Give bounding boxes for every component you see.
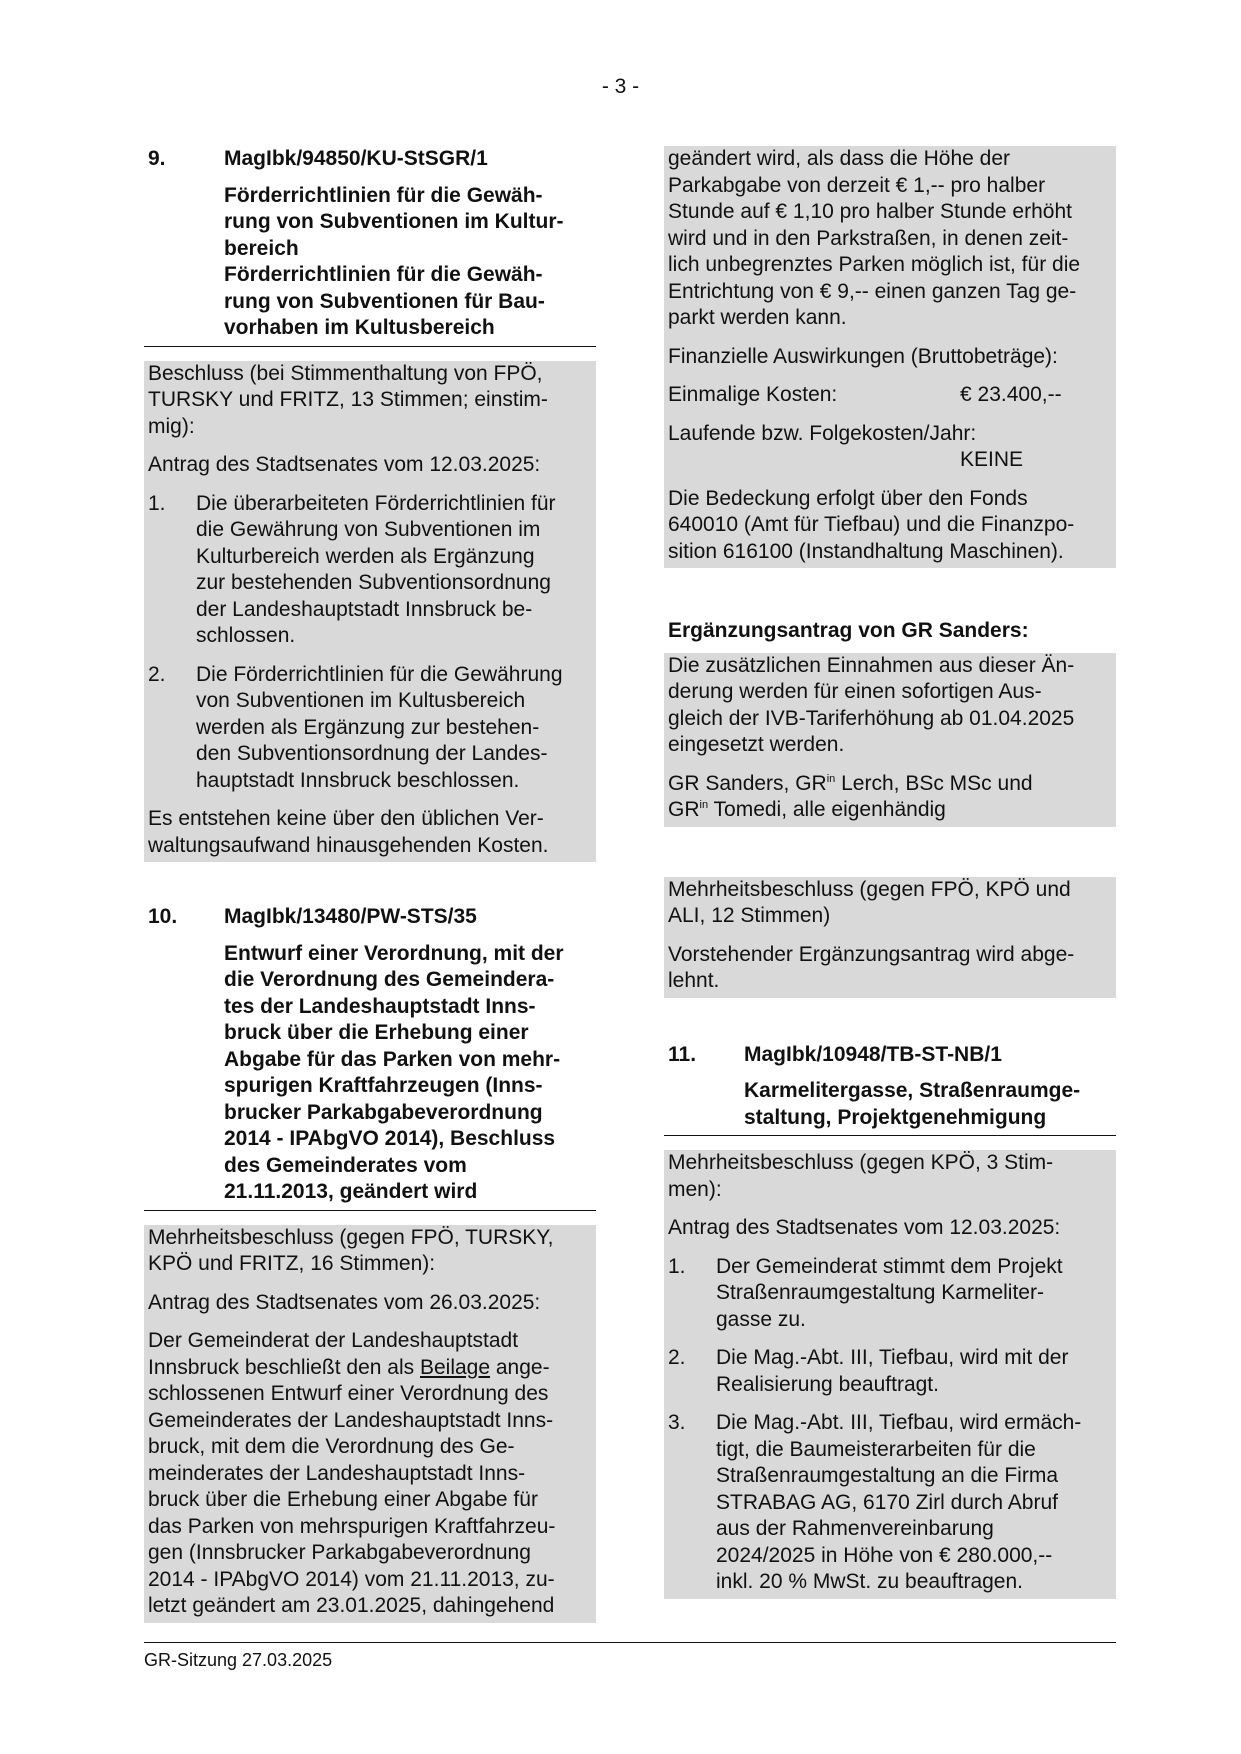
item9-title	[144, 183, 596, 347]
item9-title-line: bereich	[224, 236, 299, 260]
amendment-result: Vorstehender Ergänzungsantrag wird abge- lehnt.	[668, 942, 1075, 992]
item10-body: Der Gemeinderat der Landeshauptstadt Innsbruck beschließt den als Beilage ange- schlossenen Entwurf einer Verordnung des Gemeinderates der Landeshauptstadt Inns- bruck, mit dem die Verordnung des Ge- meinderates der Landeshauptstadt Inns- bruck über die Erhebung einer Abgabe für das Parken von mehrspurigen Kraftfahrzeu- gen (Innsbrucker Parkabgabeverordnung 2014 - IPAbgVO 2014) vom 21.11.2013, zu- letzt geändert am 23.01.2025, dahingehend	[148, 1329, 556, 1617]
item11-point-2: 2. Die Mag.-Abt. III, Tiefbau, wird mit der Realisierung beauftragt.	[668, 1346, 1069, 1396]
item9-header	[144, 146, 596, 173]
item10-running-costs: Laufende bzw. Folgekosten/Jahr: KEINE	[668, 421, 1024, 471]
item10-one-time-costs: Einmalige Kosten: € 23.400,--	[668, 383, 1062, 406]
right-column	[664, 146, 1116, 1599]
item10-coverage: Die Bedeckung erfolgt über den Fonds 640010 (Amt für Tiefbau) und die Finanzpo- sition 616100 (Instandhaltung Maschinen).	[668, 486, 1075, 563]
item11-decision: Mehrheitsbeschluss (gegen KPÖ, 3 Stim- men):	[668, 1151, 1054, 1201]
item11-title: Karmelitergasse, Straßenraumge- staltung, Projektgenehmigung	[664, 1078, 1116, 1136]
item9-number: 9.	[148, 147, 166, 170]
item11-ref: MagIbk/10948/TB-ST-NB/1	[744, 1042, 1002, 1066]
amendment-decision-block	[664, 877, 1116, 998]
item11-point-1: 1. Der Gemeinderat stimmt dem Projekt Straßenraumgestaltung Karmeliter- gasse zu.	[668, 1254, 1063, 1331]
item10-financial: Finanzielle Auswirkungen (Bruttobeträge):	[668, 344, 1058, 368]
item10-header	[144, 904, 596, 931]
item11-header	[664, 1042, 1116, 1069]
item9-title-line: rung von Subventionen für Bau-	[224, 289, 545, 313]
item11-resolution-block	[664, 1150, 1116, 1599]
item9-ref: MagIbk/94850/KU-StSGR/1	[224, 147, 488, 170]
amendment-heading: Ergänzungsantrag von GR Sanders:	[668, 619, 1029, 642]
item11-motion: Antrag des Stadtsenates vom 12.03.2025:	[668, 1216, 1061, 1239]
item10-decision: Mehrheitsbeschluss (gegen FPÖ, TURSKY, KPÖ und FRITZ, 16 Stimmen):	[148, 1225, 554, 1275]
item9-motion: Antrag des Stadtsenates vom 12.03.2025:	[148, 453, 541, 476]
item10-title: Entwurf einer Verordnung, mit der die Verordnung des Gemeindera- tes der Landeshauptstadt Inns- bruck über die Erhebung einer Abgabe für das Parken von mehr- spurigen Kraftfahrzeugen (Inns- brucker Parkabgabeverordnung 2014 - IPAbgVO 2014), Beschluss des Gemeinderates vom 21.11.2013, geändert wird	[144, 941, 596, 1211]
item9-decision: Beschluss (bei Stimmenthaltung von FPÖ, TURSKY und FRITZ, 13 Stimmen; einstim- mig):	[148, 361, 548, 438]
item9-point-1: 1. Die überarbeiteten Förderrichtlinien für die Gewährung von Subventionen im Kulturbereich werden als Ergänzung zur bestehenden Subventionsordnung der Landeshauptstadt Innsbruck be- schlossen.	[148, 491, 556, 647]
item10-number: 10.	[148, 905, 178, 928]
item9-costs-note: Es entstehen keine über den üblichen Ver- waltungsaufwand hinausgehenden Kosten.	[148, 807, 549, 857]
item10-resolution-block	[144, 1225, 596, 1623]
item11-point-3: 3. Die Mag.-Abt. III, Tiefbau, wird ermäch- tigt, die Baumeisterarbeiten für die Straßenraumgestaltung an die Firma STRABAG AG, 6170 Zirl durch Abruf aus der Rahmenvereinbarung 2024/2025 in Höhe von € 280.000,-- inkl. 20 % MwSt. zu beauftragen.	[668, 1411, 1082, 1593]
amendment-decision: Mehrheitsbeschluss (gegen FPÖ, KPÖ und ALI, 12 Stimmen)	[668, 877, 1071, 927]
amendment-text: Die zusätzlichen Einnahmen aus dieser Än- derung werden für einen sofortigen Aus- gleich der IVB-Tariferhöhung ab 01.04.2025 eingesetzt werden.	[668, 653, 1075, 756]
item10-body-continued: geändert wird, als dass die Höhe der Parkabgabe von derzeit € 1,-- pro halber Stunde auf € 1,10 pro halber Stunde erhöht wird und in den Parkstraßen, in denen zeit- lich unbegrenztes Parken möglich ist, für die Entrichtung von € 9,-- einen ganzen Tag ge- parkt werden kann.	[668, 147, 1081, 329]
item11-number: 11.	[668, 1042, 697, 1066]
item9-title-line: vorhaben im Kultusbereich	[224, 316, 495, 339]
amendment-block	[664, 653, 1116, 827]
item10-motion: Antrag des Stadtsenates vom 26.03.2025:	[148, 1290, 541, 1314]
item9-title-line: Förderrichtlinien für die Gewäh-	[224, 183, 543, 207]
item10-resolution-continued	[664, 146, 1116, 568]
item9-resolution-block	[144, 361, 596, 863]
item10-ref: MagIbk/13480/PW-STS/35	[224, 905, 477, 928]
item9-title-line: Förderrichtlinien für die Gewäh-	[224, 263, 543, 286]
footer: GR-Sitzung 27.03.2025	[144, 1642, 1116, 1671]
left-column	[144, 146, 596, 1623]
amendment-signers: GR Sanders, $GR^{in}$ Lerch, BSc MSc und $GR^{in}$ Tomedi, alle eigenhändig	[668, 771, 1033, 821]
item9-title-line: rung von Subventionen im Kultur-	[224, 210, 564, 233]
beilage-link[interactable]: Beilage	[419, 1355, 491, 1379]
item9-point-2: 2. Die Förderrichtlinien für die Gewährung von Subventionen im Kultusbereich werden als Ergänzung zur bestehen- den Subventionsordnung der Landes- hauptstadt Innsbruck beschlossen.	[148, 662, 563, 792]
page-number: - 3 -	[601, 75, 640, 98]
